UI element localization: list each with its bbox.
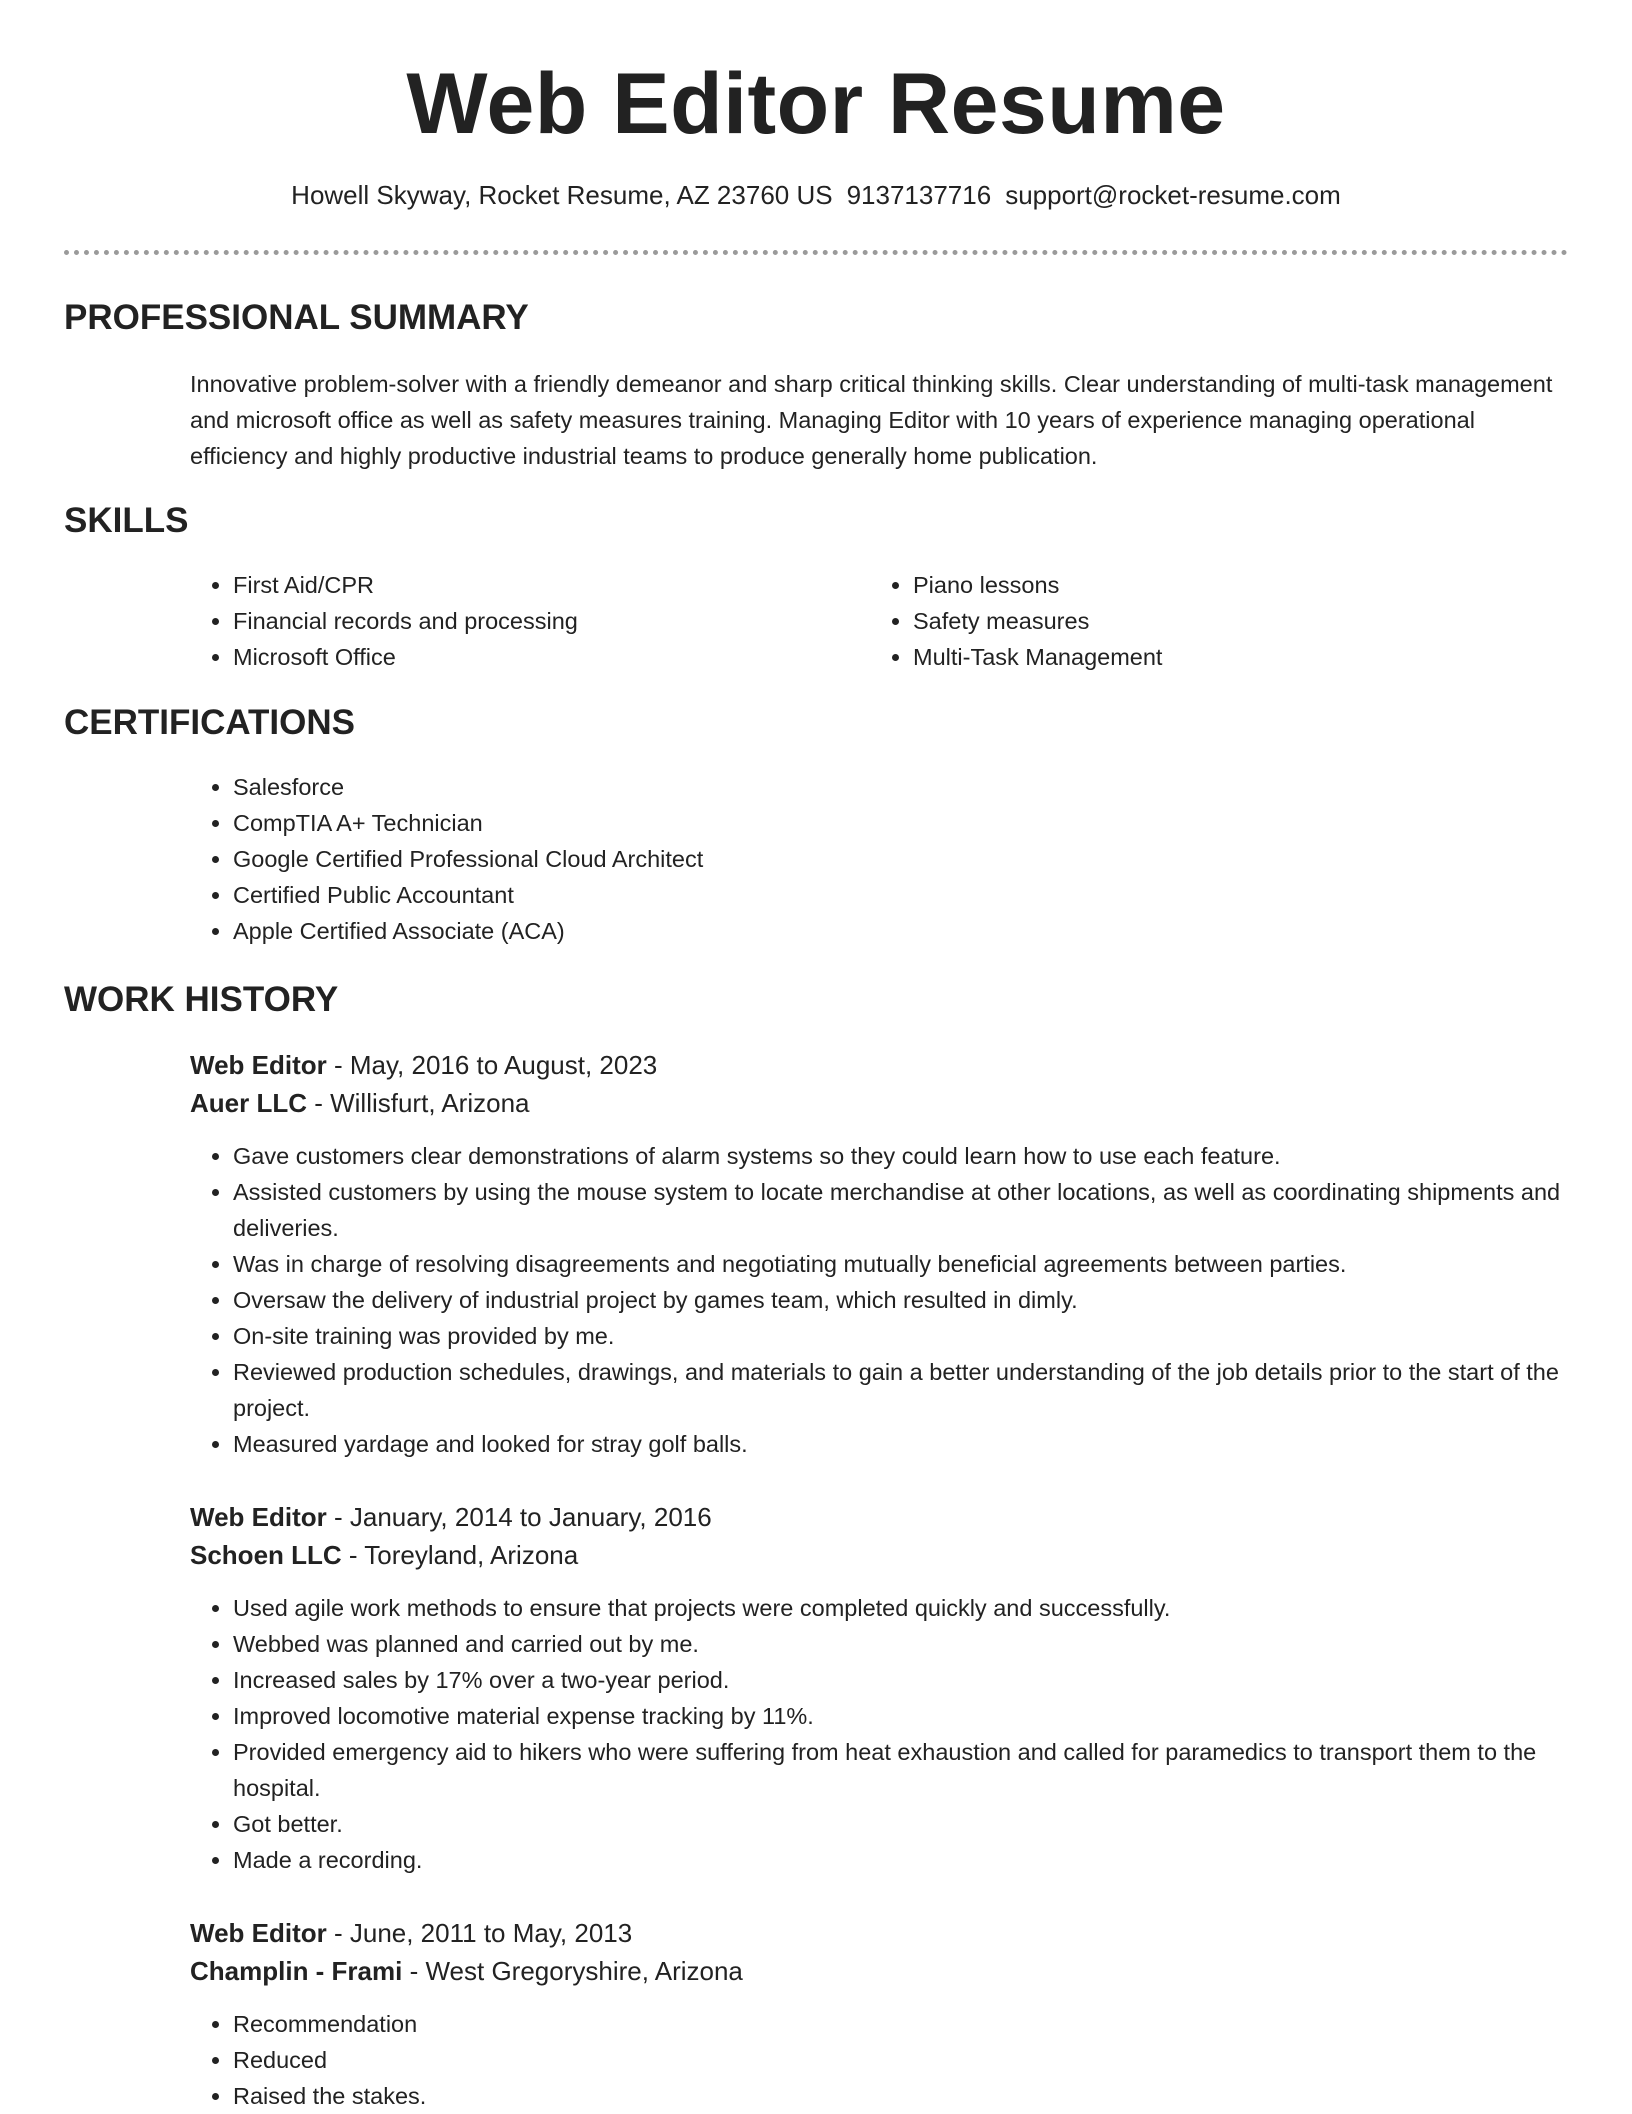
job-title-line	[190, 1046, 657, 1084]
job-location: - West Gregoryshire, Arizona	[402, 1956, 743, 1986]
job-bullets	[189, 1590, 1603, 1878]
list-item: • Reduced	[233, 2042, 1603, 2078]
job-title-line	[190, 1498, 712, 1536]
contact-email[interactable]: support@rocket-resume.com	[1005, 180, 1341, 210]
job-role: Web Editor	[190, 1050, 327, 1080]
job-company-line	[190, 1084, 530, 1122]
list-item: • Certified Public Accountant	[233, 877, 1533, 913]
list-item: • Multi-Task Management	[913, 639, 1513, 675]
list-item: • Got better.	[233, 1806, 1603, 1842]
list-item: • Improved locomotive material expense tracking by 11%.	[233, 1698, 1603, 1734]
list-item: • Provided emergency aid to hikers who were suffering from heat exhaustion and called for paramedics to transport them to the hospital.	[233, 1734, 1603, 1806]
page-title: Web Editor Resume	[406, 56, 1226, 152]
contact-address: Howell Skyway, Rocket Resume, AZ 23760 US	[291, 180, 833, 210]
job-company: Champlin - Frami	[190, 1956, 403, 1986]
work-history-heading: WORK HISTORY	[64, 980, 339, 1019]
list-item: • Google Certified Professional Cloud Architect	[233, 841, 1533, 877]
list-item: • Measured yardage and looked for stray golf balls.	[233, 1426, 1603, 1462]
list-item: • Reviewed production schedules, drawings, and materials to gain a better understanding of the job details prior to the start of the project.	[233, 1354, 1603, 1426]
summary-heading: PROFESSIONAL SUMMARY	[64, 298, 529, 337]
list-item: • Financial records and processing	[233, 603, 833, 639]
job-dates: - May, 2016 to August, 2023	[326, 1050, 658, 1080]
skills-list-right	[869, 567, 1513, 675]
list-item: • Assisted customers by using the mouse system to locate merchandise at other locations, as well as coordinating shipments and deliveries.	[233, 1174, 1603, 1246]
certifications-list	[189, 769, 1533, 949]
list-item: • First Aid/CPR	[233, 567, 833, 603]
list-item: • Webbed was planned and carried out by me.	[233, 1626, 1603, 1662]
list-item: • Microsoft Office	[233, 639, 833, 675]
list-item: • Gave customers clear demonstrations of alarm systems so they could learn how to use each feature.	[233, 1138, 1603, 1174]
list-item: • Recommendation	[233, 2006, 1603, 2042]
job-location: - Willisfurt, Arizona	[307, 1088, 530, 1118]
list-item: • Piano lessons	[913, 567, 1513, 603]
job-company-line	[190, 1952, 743, 1990]
job-role: Web Editor	[190, 1918, 327, 1948]
job-bullets	[189, 2006, 1603, 2114]
list-item: • Used agile work methods to ensure that projects were completed quickly and successfully.	[233, 1590, 1603, 1626]
job-company: Schoen LLC	[190, 1540, 342, 1570]
skills-list-left	[189, 567, 833, 675]
list-item: • Salesforce	[233, 769, 1533, 805]
job-title-line	[190, 1914, 632, 1952]
summary-text: Innovative problem-solver with a friendly demeanor and sharp critical thinking skills. Clear understanding of multi-task management and microsoft office as well as safety measures training. Managing Editor with 10 years of experience managing operational efficiency and highly productive industrial teams to produce generally home publication.	[190, 371, 1553, 469]
list-item: • Safety measures	[913, 603, 1513, 639]
list-item: • Apple Certified Associate (ACA)	[233, 913, 1533, 949]
contact-phone: 9137137716	[846, 180, 992, 210]
list-item: • On-site training was provided by me.	[233, 1318, 1603, 1354]
job-dates: - January, 2014 to January, 2016	[326, 1502, 712, 1532]
header-divider	[64, 250, 1568, 255]
job-company-line	[190, 1536, 578, 1574]
list-item: • Raised the stakes.	[233, 2078, 1603, 2114]
job-dates: - June, 2011 to May, 2013	[326, 1918, 633, 1948]
list-item: • Was in charge of resolving disagreements and negotiating mutually beneficial agreements between parties.	[233, 1246, 1603, 1282]
list-item: • Oversaw the delivery of industrial project by games team, which resulted in dimly.	[233, 1282, 1603, 1318]
list-item: • Increased sales by 17% over a two-year period.	[233, 1662, 1603, 1698]
list-item: • Made a recording.	[233, 1842, 1603, 1878]
certifications-heading: CERTIFICATIONS	[64, 703, 356, 742]
job-bullets	[189, 1138, 1603, 1462]
job-role: Web Editor	[190, 1502, 327, 1532]
job-company: Auer LLC	[190, 1088, 307, 1118]
contact-line	[0, 180, 1632, 211]
job-location: - Toreyland, Arizona	[341, 1540, 579, 1570]
list-item: • CompTIA A+ Technician	[233, 805, 1533, 841]
skills-heading: SKILLS	[64, 501, 189, 540]
